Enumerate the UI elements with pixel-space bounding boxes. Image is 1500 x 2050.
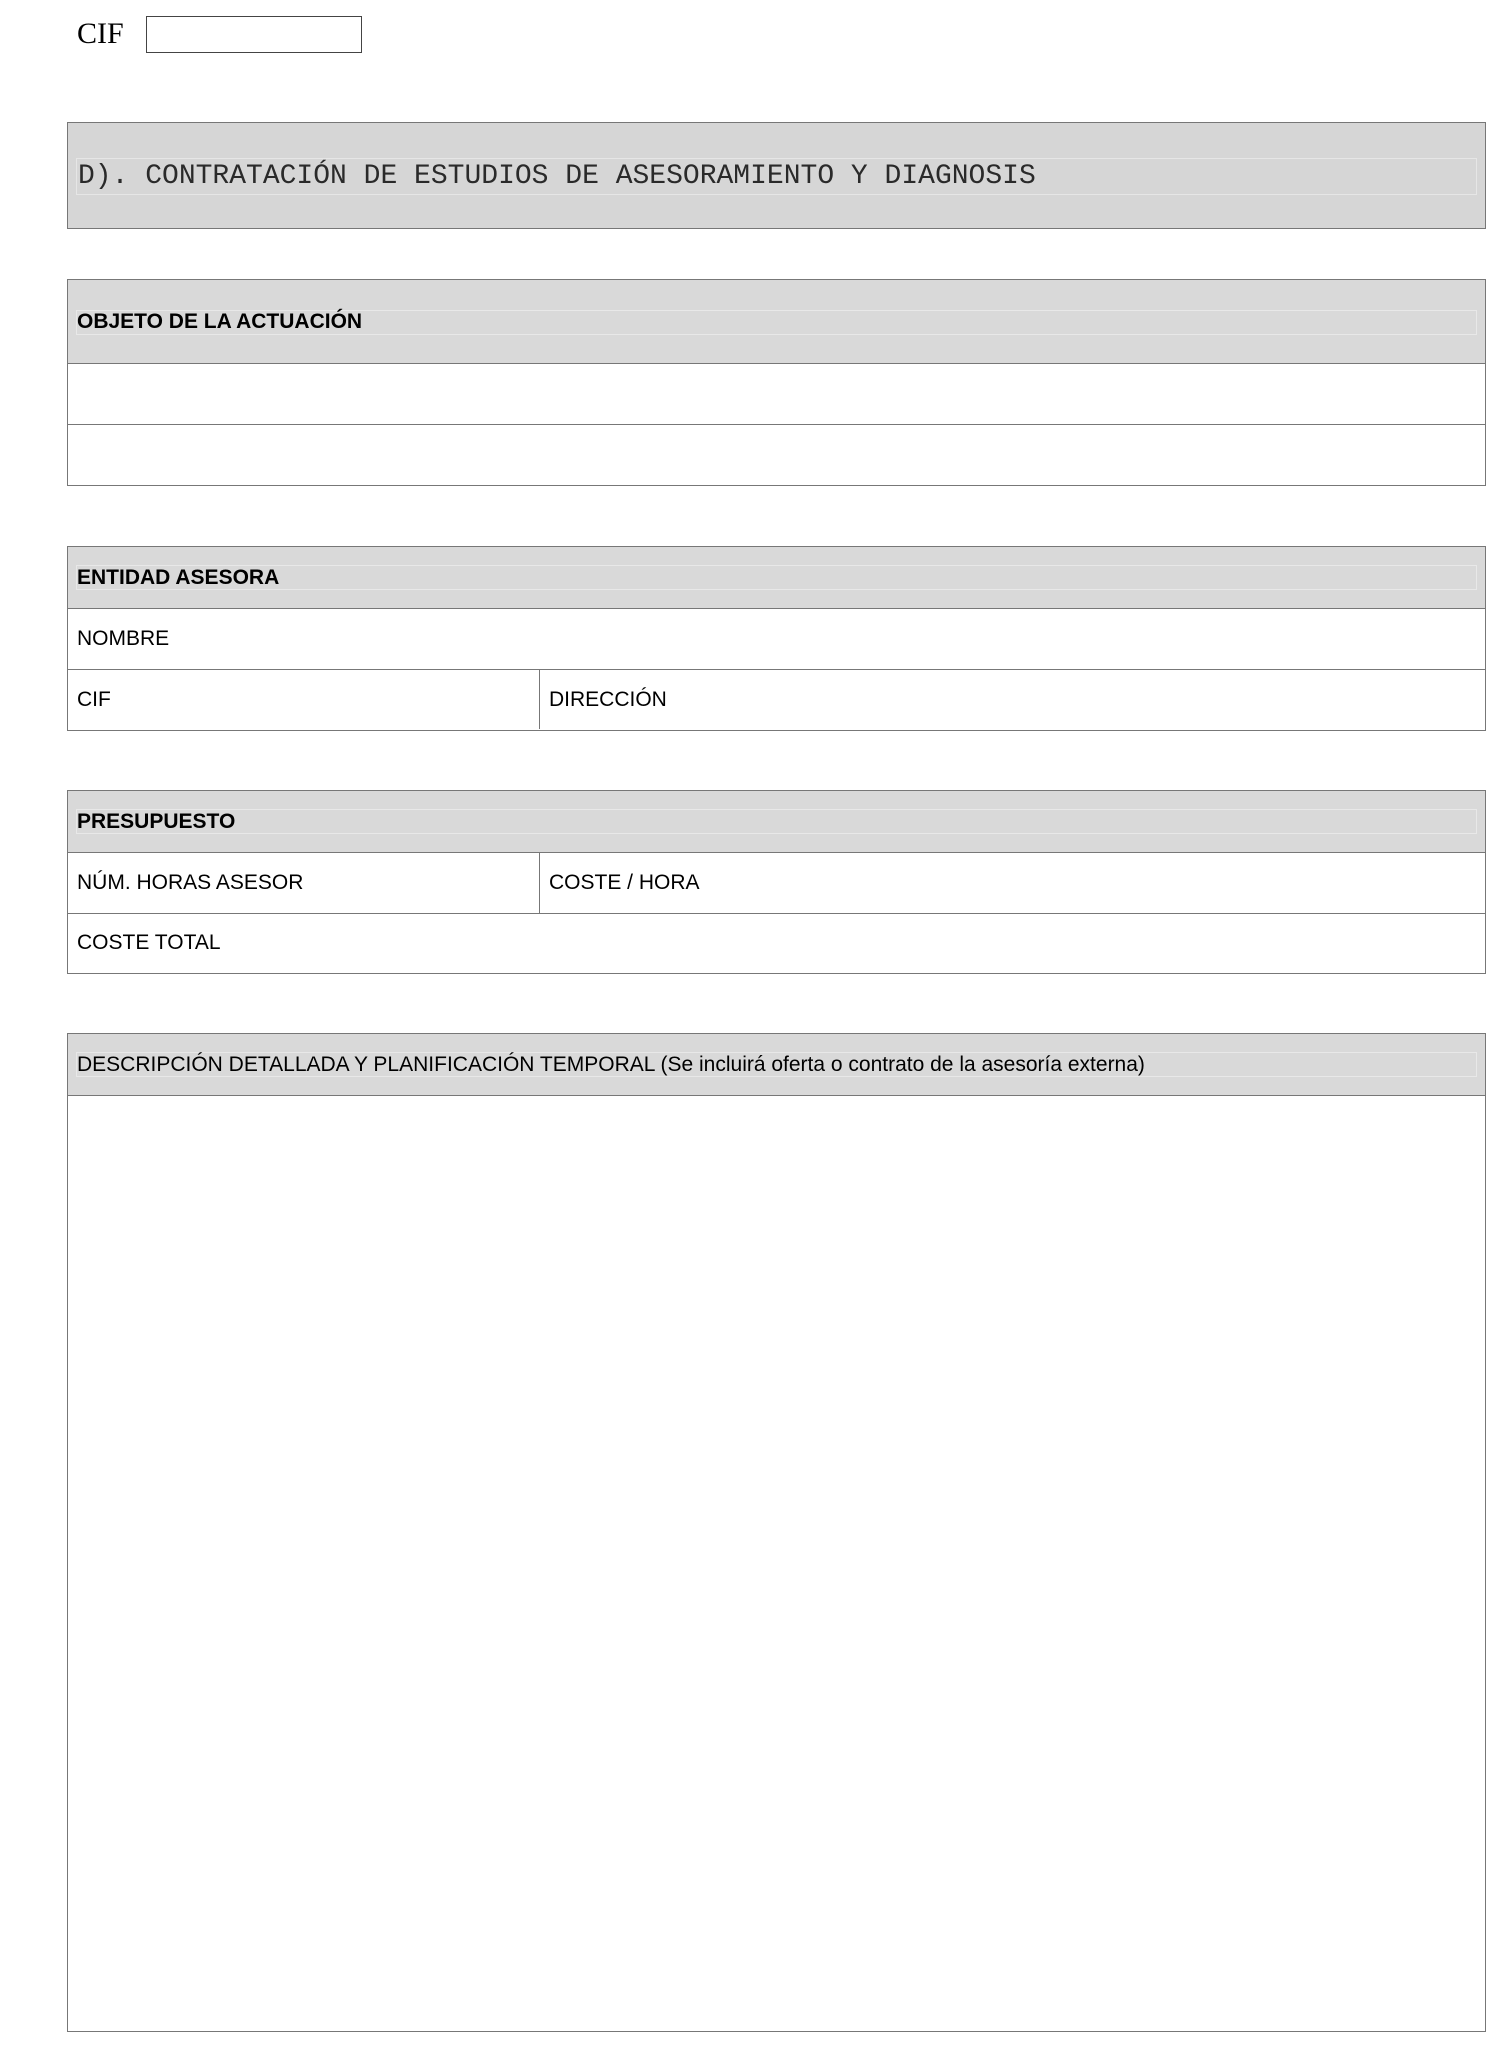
entidad-header: ENTIDAD ASESORA (77, 565, 280, 589)
top-cif-label: CIF (77, 17, 124, 50)
entidad-header-row (68, 547, 1485, 608)
cif-direccion-row (68, 669, 1485, 729)
descripcion-header: DESCRIPCIÓN DETALLADA Y PLANIFICACIÓN TEMPORAL (Se incluirá oferta o contrato de la asesoría externa) (77, 1052, 1145, 1076)
coste-total-label: COSTE TOTAL (77, 931, 221, 954)
presupuesto-block (67, 790, 1486, 974)
objeto-line-1[interactable] (68, 363, 1485, 424)
coste-total-row[interactable] (68, 913, 1485, 972)
nombre-label: NOMBRE (77, 627, 170, 650)
descripcion-block (67, 1033, 1486, 2032)
descripcion-body-value[interactable] (68, 1096, 1485, 2030)
objeto-line-2-value[interactable] (68, 425, 1485, 484)
presupuesto-header-row (68, 791, 1485, 852)
descripcion-header-row (68, 1034, 1485, 1095)
objeto-header-row (68, 280, 1485, 363)
entidad-cif-label[interactable]: CIF (68, 670, 540, 729)
coste-hora-label[interactable]: COSTE / HORA (549, 871, 700, 894)
entidad-block (67, 546, 1486, 731)
horas-coste-row (68, 852, 1485, 913)
presupuesto-header: PRESUPUESTO (77, 809, 236, 833)
section-title-band (67, 122, 1486, 229)
descripcion-body[interactable] (68, 1095, 1485, 2030)
entidad-direccion-label[interactable]: DIRECCIÓN (549, 687, 667, 711)
objeto-line-1-value[interactable] (68, 364, 1485, 424)
objeto-block (67, 279, 1486, 486)
num-horas-label[interactable]: NÚM. HORAS ASESOR (68, 853, 540, 913)
top-cif-field[interactable] (146, 16, 362, 53)
objeto-header: OBJETO DE LA ACTUACIÓN (77, 309, 363, 333)
nombre-row[interactable] (68, 608, 1485, 669)
section-title: D). CONTRATACIÓN DE ESTUDIOS DE ASESORAMIENTO Y DIAGNOSIS (78, 161, 1036, 192)
objeto-line-2[interactable] (68, 424, 1485, 484)
